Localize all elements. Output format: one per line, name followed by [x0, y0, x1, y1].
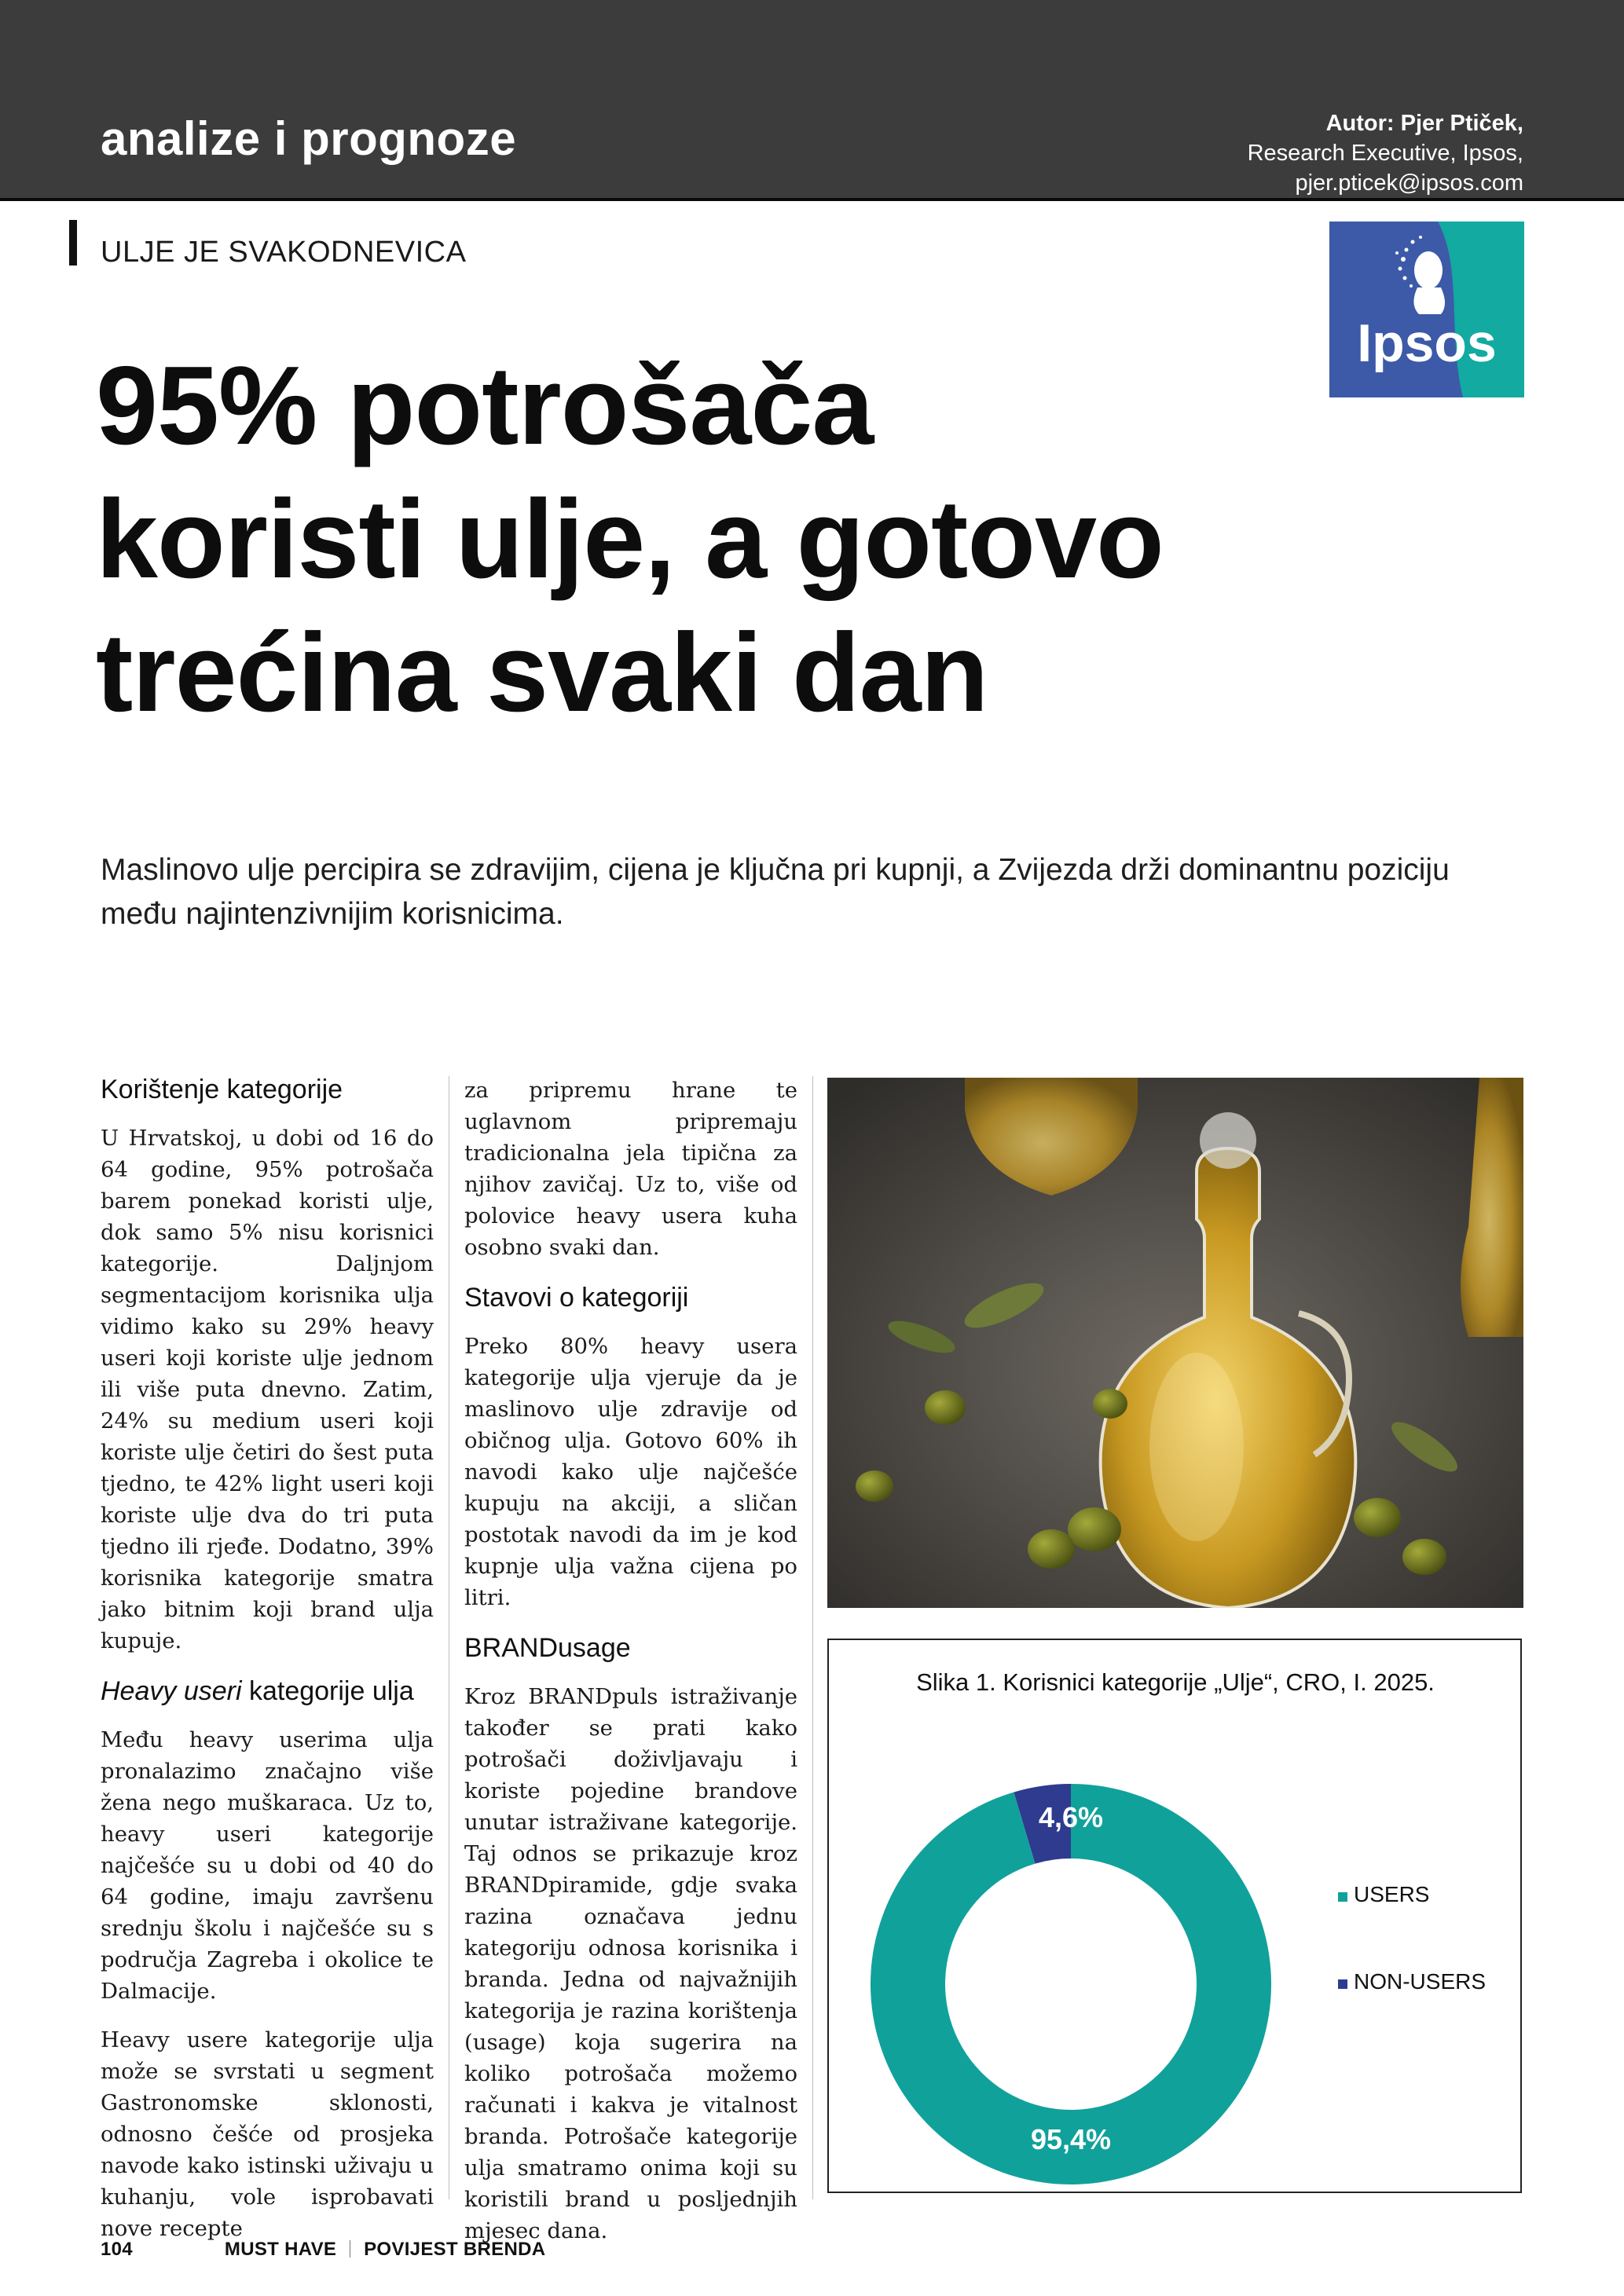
- olive-oil-photo: [827, 1078, 1523, 1608]
- author-block: [1248, 108, 1523, 198]
- subheading: Stavovi o kategoriji: [464, 1283, 689, 1313]
- author-role: Research Executive, Ipsos,: [1247, 141, 1523, 166]
- subheading: BRANDusage: [464, 1633, 631, 1663]
- paragraph: Kroz BRANDpuls istraživanje također se prati kako potrošači doživljavaju i koriste pojedine brandove unutar istraživane kategorije. Taj odnos se prikazuje kroz BRANDpiramide, gdje svaka razina označava jednu kategoriju odnosa korisnika i branda. Jedna od najvažnijih kategorija je razina korištenja (usage) koja sugerira na koliko potrošača možemo računati i kakva je vitalnost branda. Potrošače kategorije ulja smatramo onima koji su koristili brand u posljednjih mjesec dana.: [464, 1684, 797, 2243]
- article-column-1: [101, 1072, 434, 2261]
- logo-text: Ipsos: [1357, 313, 1497, 373]
- page-number: 104: [101, 2239, 133, 2260]
- author-email: pjer.pticek@ipsos.com: [1295, 170, 1523, 196]
- legend-label-non-users: NON-USERS: [1354, 1969, 1487, 1994]
- publication-section: POVIJEST BRENDA: [364, 2239, 546, 2260]
- page-footer: [101, 2239, 545, 2261]
- paragraph: Među heavy userima ulja pronalazimo značajno više žena nego muškaraca. Uz to, heavy useri kategorije najčešće su u dobi od 40 do 64 godine, imaju završenu srednju školu i najčešće su s područja Zagreba i okolice te Dalmacije.: [101, 1727, 434, 2004]
- lead-paragraph: Maslinovo ulje percipira se zdravijim, cijena je ključna pri kupnji, a Zvijezda drži dominantnu poziciju među najintenzivnijim korisnicima.: [101, 853, 1450, 931]
- publication-name: MUST HAVE: [224, 2239, 337, 2260]
- headline-line: 95% potrošača: [96, 343, 874, 468]
- column-divider: [812, 1076, 813, 2199]
- legend-swatch-users: [1338, 1892, 1347, 1902]
- chart-title: Slika 1. Korisnici kategorije „Ulje“, CRO, I. 2025.: [916, 1668, 1435, 1696]
- data-label-users: 95,4%: [1030, 2123, 1112, 2155]
- kicker-bar: [69, 220, 77, 265]
- data-label-non-users: 4,6%: [1038, 1801, 1104, 1833]
- header-rule: [0, 198, 1624, 201]
- subheading: Korištenje kategorije: [101, 1075, 343, 1104]
- legend-swatch-non-users: [1338, 1979, 1347, 1989]
- paragraph: Heavy usere kategorije ulja može se svrstati u segment Gastronomske sklonosti, odnosno češće od prosjeka navode kako istinski uživaju u kuhanju, vole isprobavati nove recepte: [101, 2027, 434, 2241]
- paragraph: Preko 80% heavy usera kategorije ulja vjeruje da je maslinovo ulje zdravije od običnog ulja. Gotovo 60% ih navodi kako ulje najčešće kupuju na akciji, a sličan postotak navodi da im je kod kupnje ulja važna cijena po litri.: [464, 1334, 797, 1610]
- paragraph: U Hrvatskoj, u dobi od 16 do 64 godine, 95% potrošača barem ponekad koristi ulje, dok samo 5% nisu korisnici kategorije. Daljnjom segmentacijom korisnika ulja vidimo kako su 29% heavy useri koji koriste ulje jednom ili više puta dnevno. Zatim, 24% su medium useri koji koriste ulje četiri do šest puta tjedno, te 42% light useri koji koriste ulje dva do tri puta tjedno ili rjeđe. Dodatno, 39% korisnika kategorije smatra jako bitnim koji brand ulja kupuje.: [101, 1126, 434, 1653]
- subheading: Heavy useri kategorije ulja: [101, 1676, 414, 1706]
- kicker: ULJE JE SVAKODNEVICA: [101, 236, 467, 269]
- paragraph: za pripremu hrane te uglavnom pripremaju tradicionalna jela tipična za njihov zavičaj. Uz to, više od polovice heavy usera kuha osobno svaki dan.: [464, 1078, 797, 1260]
- headline-line: koristi ulje, a gotovo: [96, 477, 1164, 602]
- article-column-2: [464, 1075, 797, 2264]
- ipsos-logo: [1329, 222, 1524, 397]
- section-label: analize i prognoze: [101, 112, 517, 165]
- author-name: Autor: Pjer Ptiček,: [1325, 111, 1523, 136]
- legend-label-users: USERS: [1354, 1882, 1430, 1906]
- headline-line: trećina svaki dan: [96, 610, 988, 735]
- headline: [96, 339, 1322, 740]
- donut-chart: [827, 1639, 1523, 2193]
